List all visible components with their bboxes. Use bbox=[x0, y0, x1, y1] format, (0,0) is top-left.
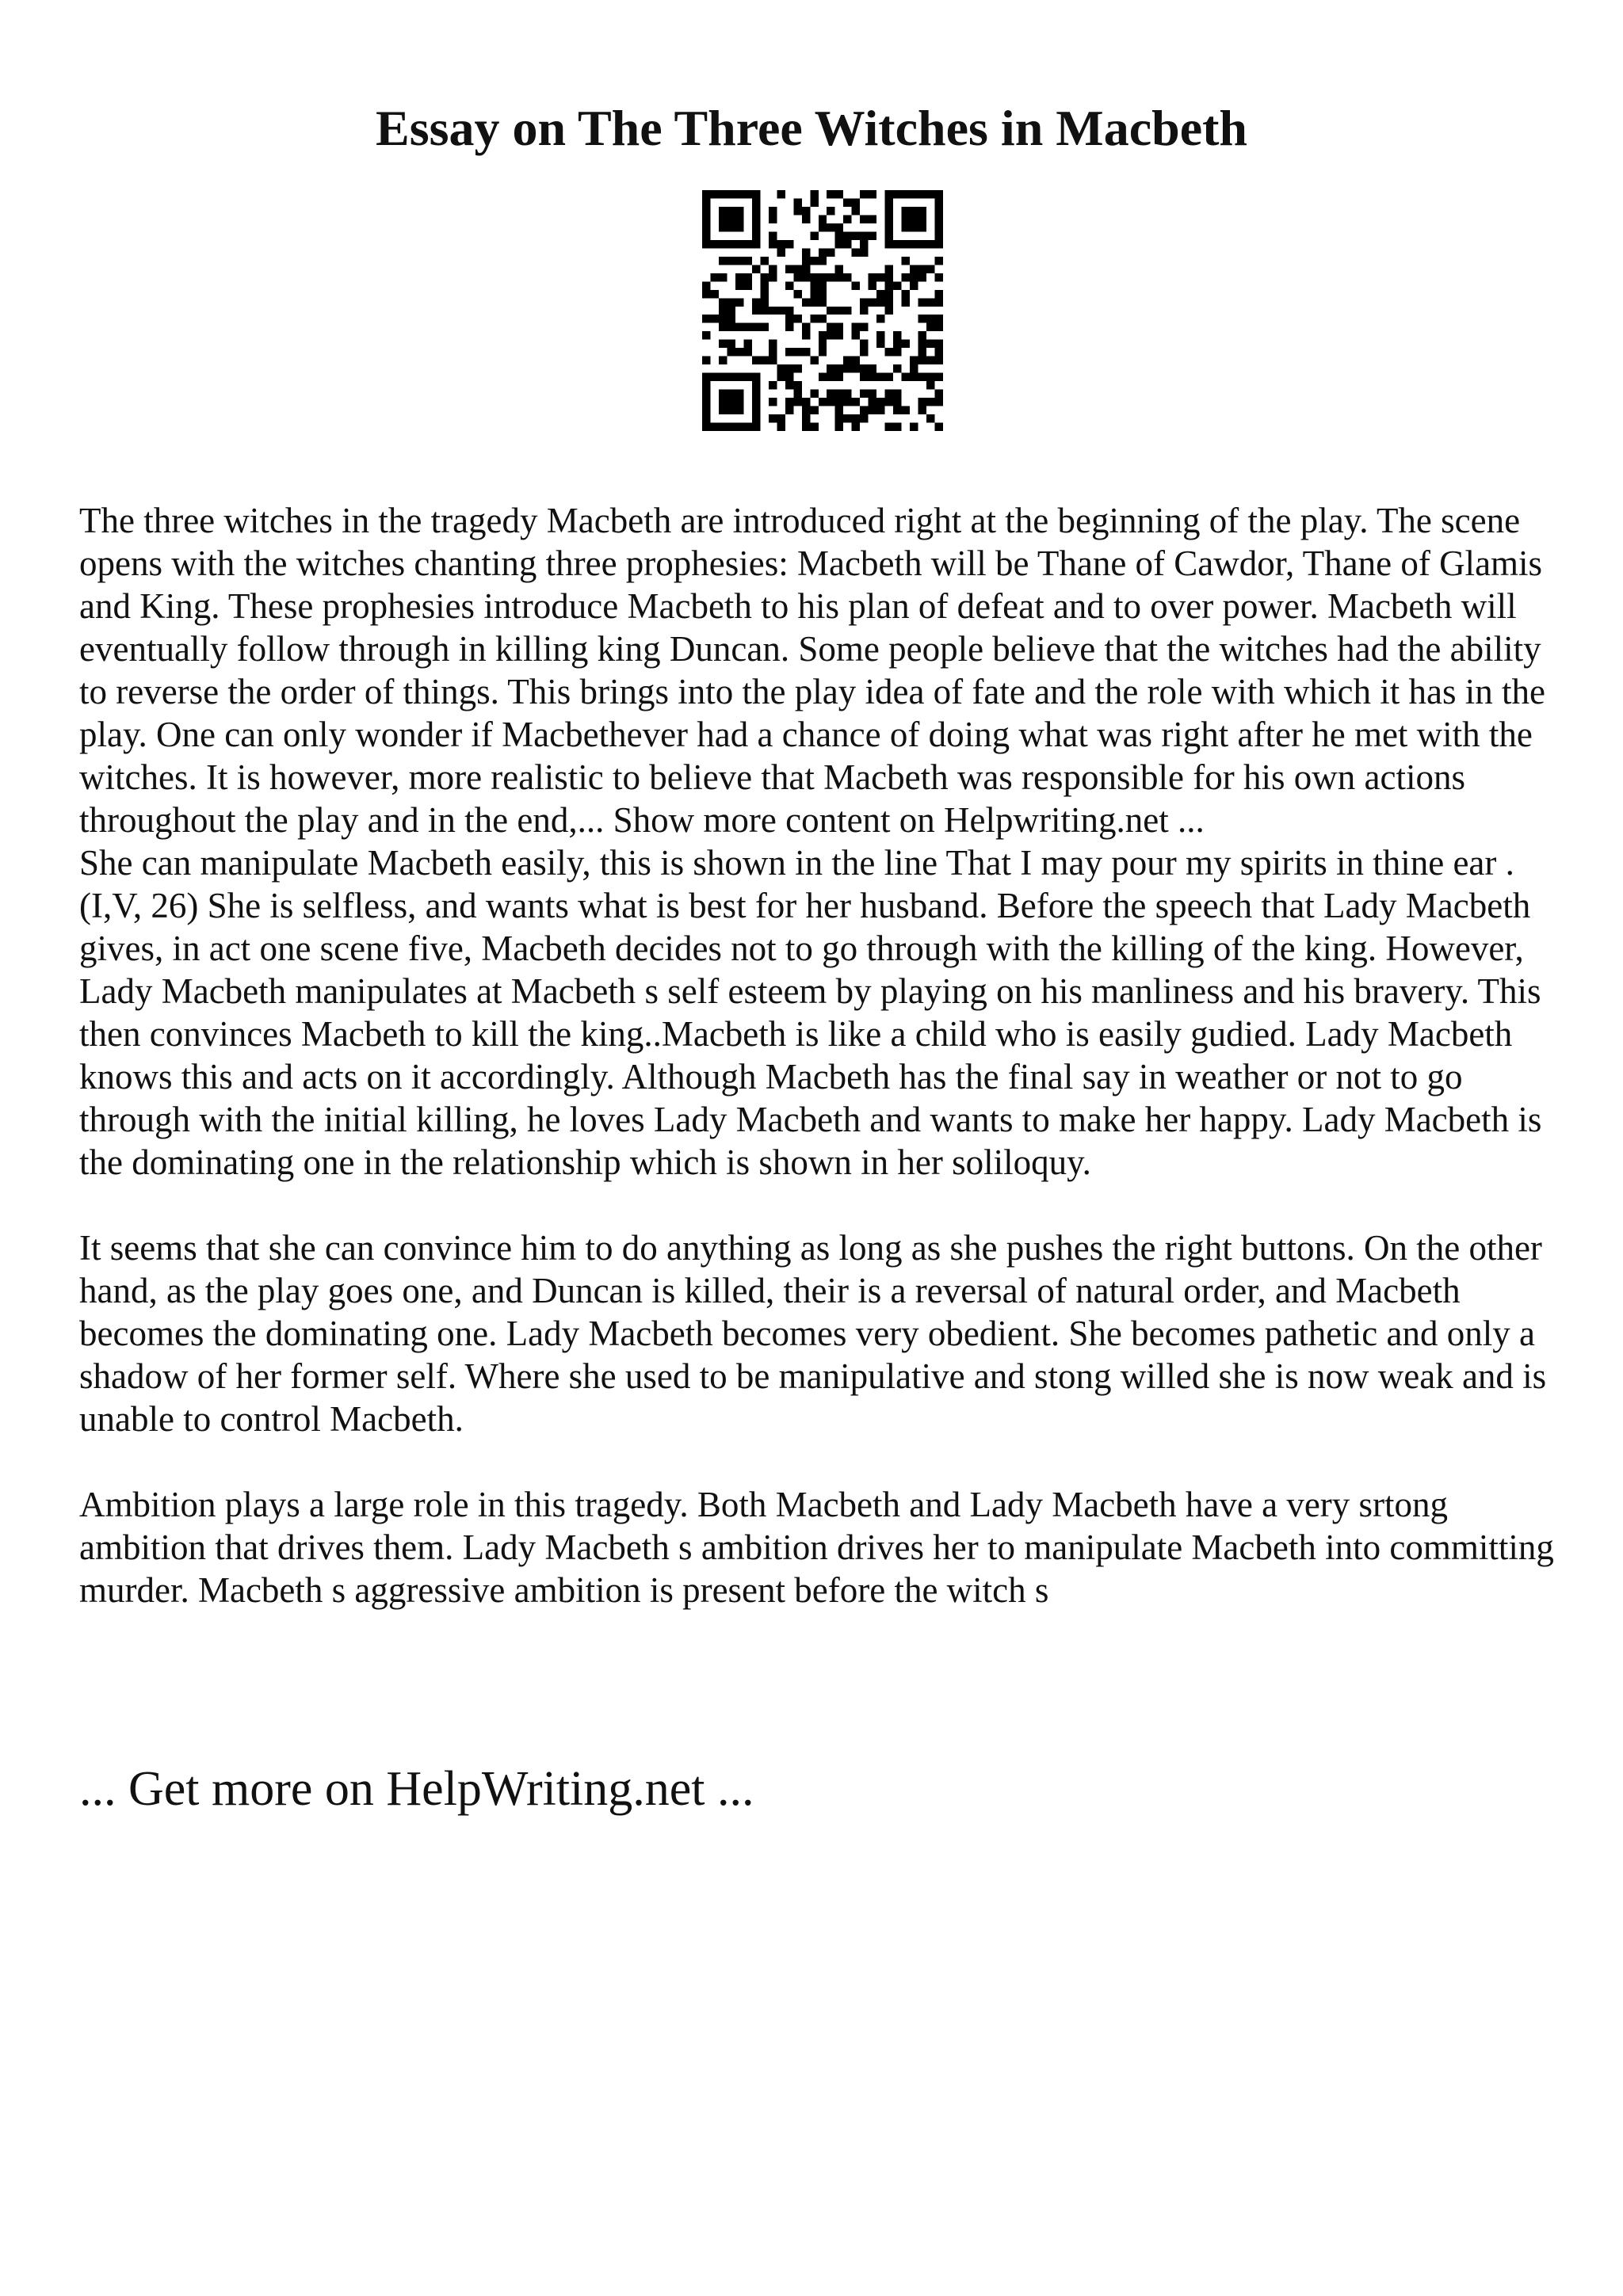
page-title: Essay on The Three Witches in Macbeth bbox=[376, 100, 1247, 156]
paragraph-2: She can manipulate Macbeth easily, this is shown in the line That I may pour my spirits in thine ear . (I,V, 26) She is selfless, and wants what is best for her husband. Before the speech that Lady Macbeth gives, in act one scene five, Macbeth decides not to go through with the killing of the king. However, Lady Macbeth manipulates at Macbeth s self esteem by playing on his manliness and his bravery. This then convinces Macbeth to kill the king..Macbeth is like a child who is easily gudied. Lady Macbeth knows this and acts on it accordingly. Although Macbeth has the final say in weather or not to go through with the initial killing, he loves Lady Macbeth and wants to make her happy. Lady Macbeth is the dominating one in the relationship which is shown in her soliloquy. bbox=[79, 843, 1542, 1182]
paragraph-3: It seems that she can convince him to do anything as long as she pushes the right buttons. On the other hand, as the play goes one, and Duncan is killed, their is a reversal of natural order, and Macbeth becomes the dominating one. Lady Macbeth becomes very obedient. She becomes pathetic and only a shadow of her former self. Where she used to be manipulative and stong willed she is now weak and is unable to control Macbeth. bbox=[79, 1228, 1547, 1439]
get-more-link[interactable]: ... Get more on HelpWriting.net ... bbox=[79, 1762, 754, 1816]
essay-body bbox=[79, 499, 1561, 1611]
paragraph-4: Ambition plays a large role in this tragedy. Both Macbeth and Lady Macbeth have a very srtong ambition that drives them. Lady Macbeth s ambition drives her to manipulate Macbeth into committing murder. Macbeth s aggressive ambition is present before the witch s bbox=[79, 1485, 1554, 1610]
qr-code-icon bbox=[702, 190, 943, 431]
paragraph-1: The three witches in the tragedy Macbeth are introduced right at the beginning of the play. The scene opens with the witches chanting three prophesies: Macbeth will be Thane of Cawdor, Thane of Glamis and King. These prophesies introduce Macbeth to his plan of defeat and to over power. Macbeth will eventually follow through in killing king Duncan. Some people believe that the witches had the ability to reverse the order of things. This brings into the play idea of fate and the role with which it has in the play. One can only wonder if Macbethever had a chance of doing what was right after he met with the witches. It is however, more realistic to believe that Macbeth was responsible for his own actions throughout the play and in the end,... Show more content on Helpwriting.net ... bbox=[79, 501, 1545, 840]
